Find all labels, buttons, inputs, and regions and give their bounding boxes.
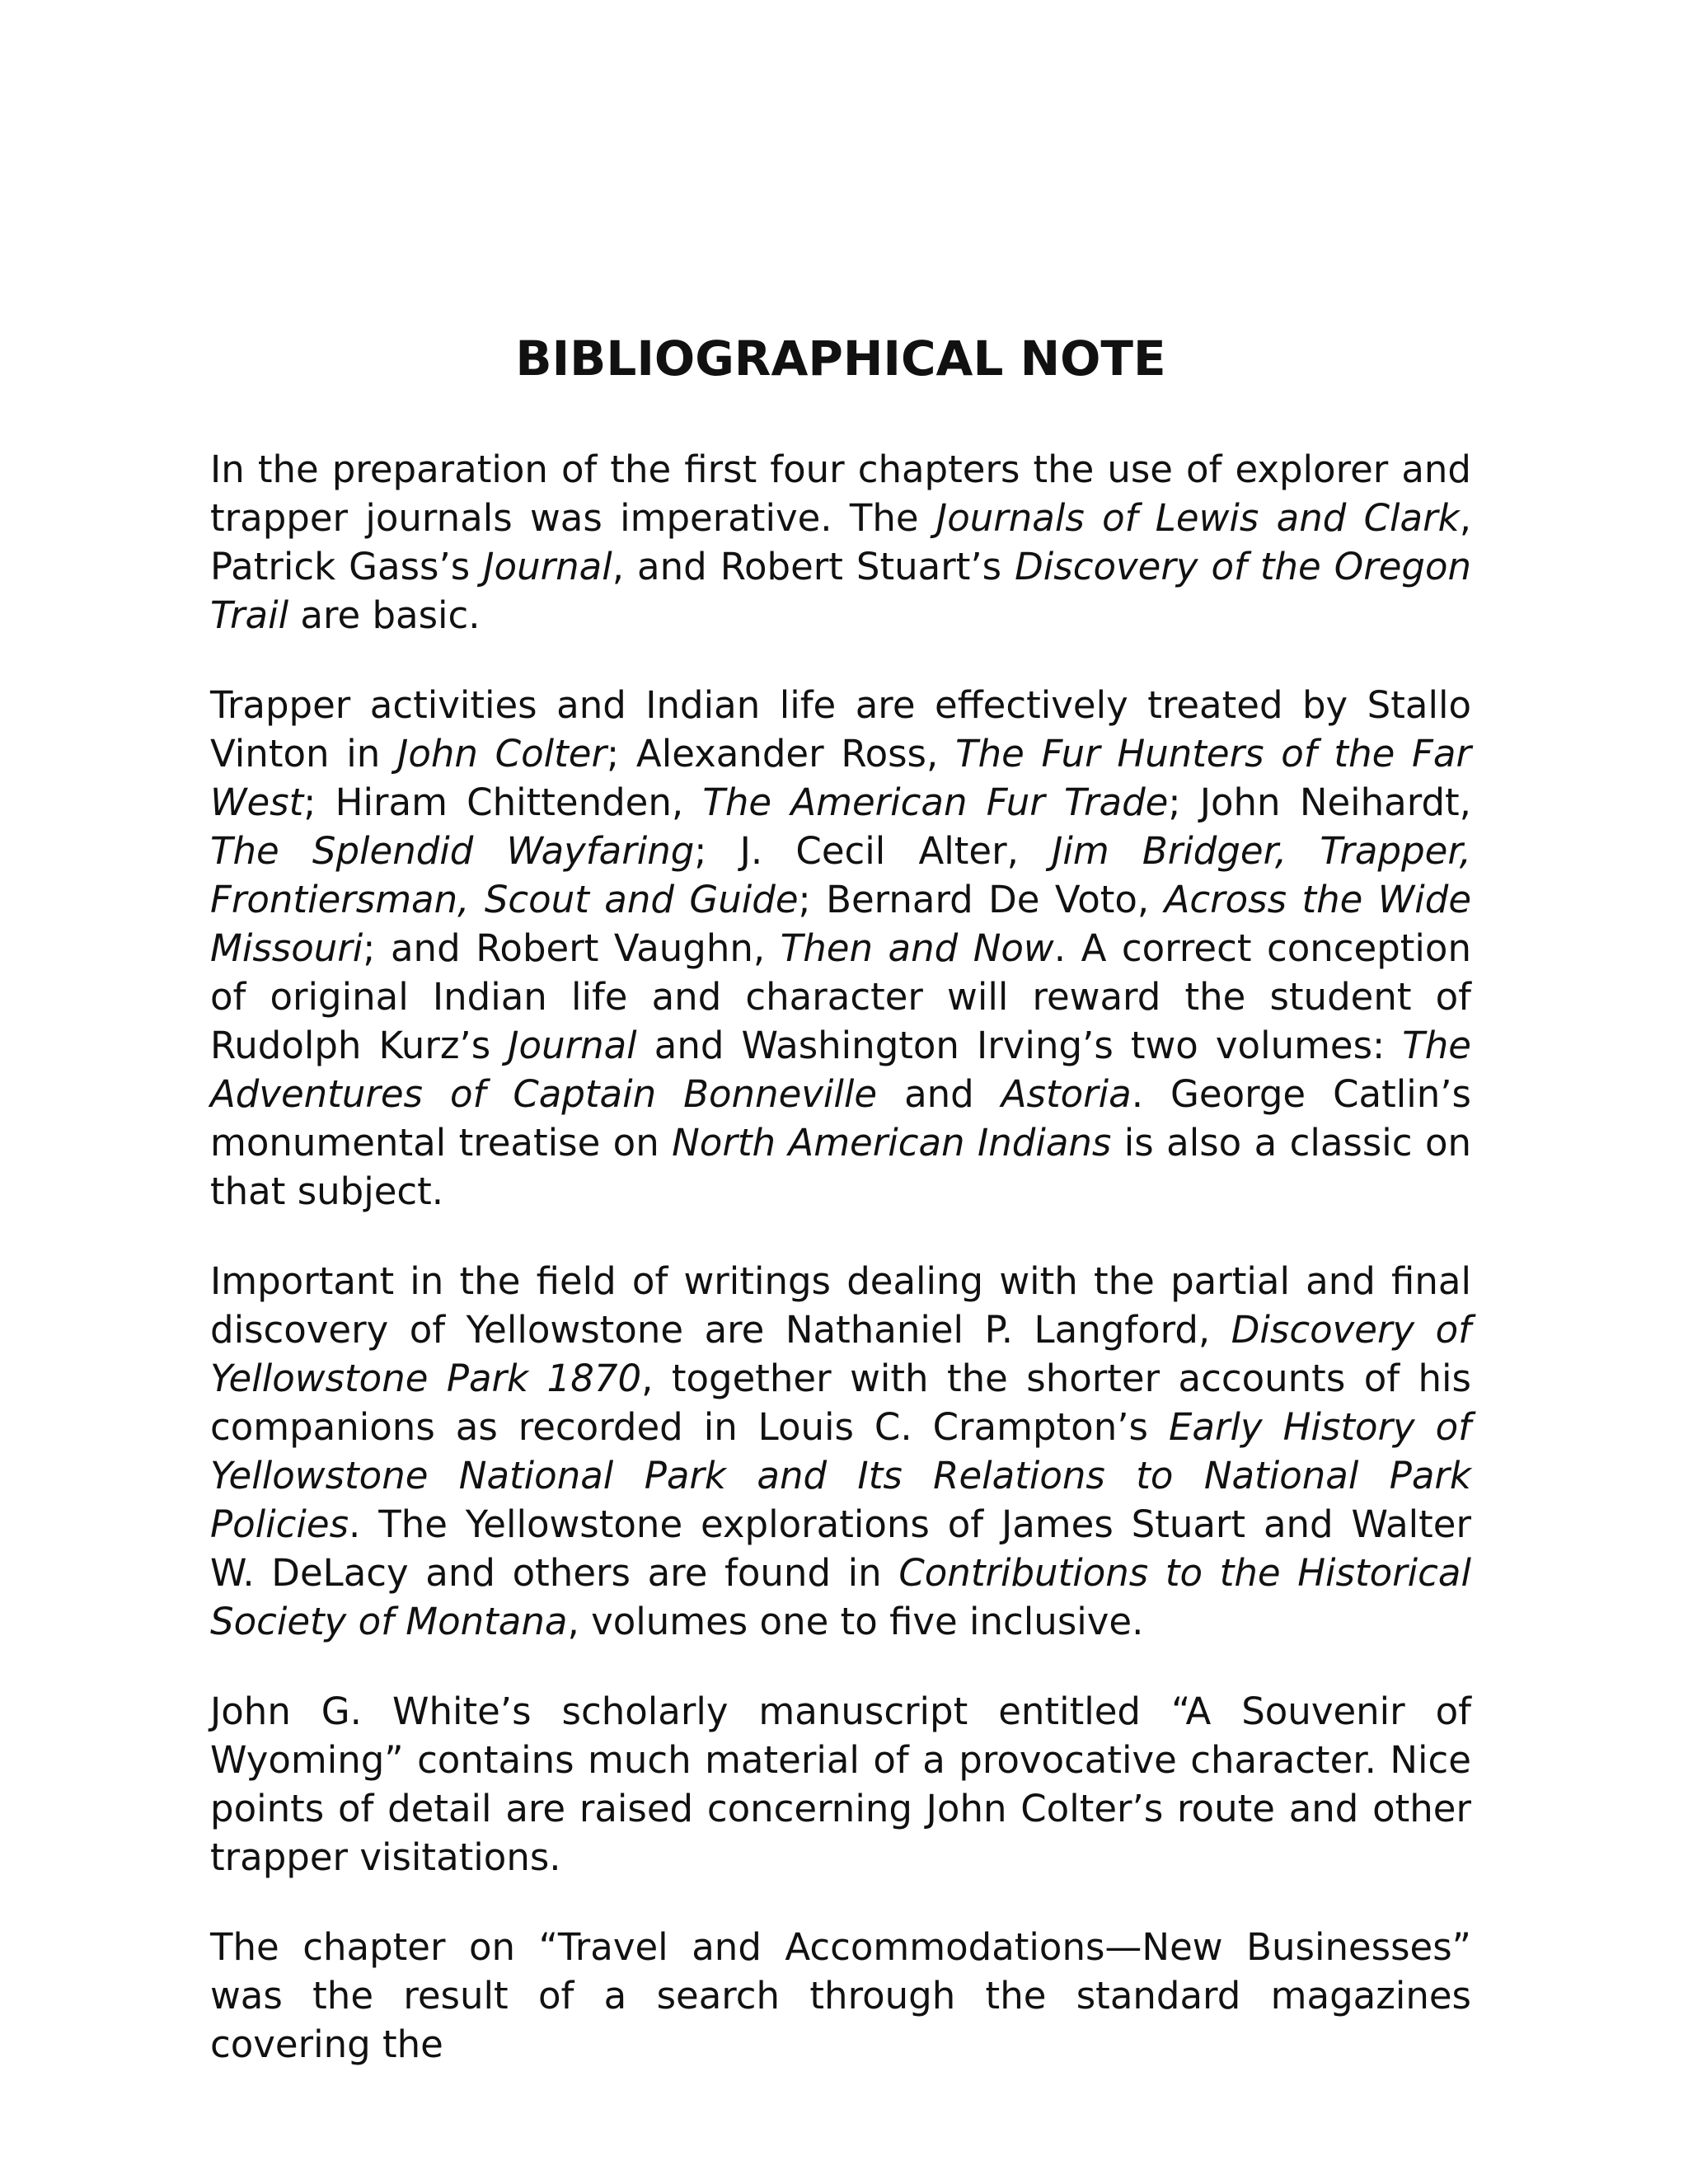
- paragraph-text: Important in the field of writings dealing with the partial and final discovery of Yellowstone are Nathaniel P. Langford,: [210, 1259, 1471, 1352]
- italic-title-text: North American Indians: [672, 1121, 1112, 1165]
- italic-title-text: Journal: [483, 545, 612, 588]
- paragraph-text: ; J. Cecil Alter,: [694, 829, 1053, 873]
- paragraph-text: . The Yellowstone explorations of James Stuart and Walter W. DeLacy and others are found in: [210, 1502, 1471, 1595]
- paragraph-text: ; Alexander Ross,: [606, 732, 956, 776]
- italic-title-text: Then and Now: [780, 926, 1054, 970]
- paragraph-text: Trapper activities and Indian life are effectively treated by Stallo Vinton in: [210, 683, 1471, 776]
- italic-title-text: The Adventures of Captain Bonneville: [210, 1024, 1471, 1116]
- page-title: BIBLIOGRAPHICAL NOTE: [515, 330, 1166, 387]
- italic-title-text: Journal: [508, 1024, 637, 1067]
- italic-title-text: Discovery of Yellowstone Park 1870: [210, 1308, 1471, 1400]
- italic-title-text: Across the Wide Missouri: [210, 878, 1472, 970]
- italic-title-text: Astoria: [1001, 1072, 1132, 1116]
- italic-title-text: John Colter: [397, 732, 607, 776]
- italic-title-text: Contributions to the Historical Society of Montana: [210, 1551, 1471, 1643]
- paragraph-text: is also a classic on that subject.: [210, 1121, 1471, 1213]
- paragraph-text: , volumes one to five inclusive.: [567, 1600, 1144, 1643]
- paragraph-text: John G. White’s scholarly manuscript entitled “A Souvenir of Wyoming” contains much material of a provocative character. Nice points of detail are raised concerning John Colter’s route and other trapper visitations.: [210, 1690, 1471, 1879]
- document-page: [210, 330, 1471, 2110]
- paragraph: [210, 1257, 1471, 1646]
- paragraph-text: and: [877, 1072, 1001, 1116]
- paragraph-text: In the preparation of the first four chapters the use of explorer and trapper journals was imperative. The: [210, 448, 1471, 540]
- paragraph-text: ; Hiram Chittenden,: [303, 780, 703, 824]
- paragraph: [210, 445, 1471, 640]
- italic-title-text: The Fur Hunters of the Far West: [210, 732, 1472, 824]
- paragraph: [210, 1687, 1471, 1882]
- italic-title-text: Journals of Lewis and Clark: [935, 496, 1460, 540]
- paragraph: [210, 1923, 1471, 2069]
- paragraph-text: are basic.: [288, 593, 481, 637]
- paragraph-text: ; and Robert Vaughn,: [363, 926, 781, 970]
- paragraph-text: , together with the shorter accounts of his companions as recorded in Louis C. Crampton’s: [210, 1357, 1471, 1449]
- paragraph: [210, 681, 1471, 1216]
- paragraph-text: . A correct conception of original Indian life and character will reward the student of Rudolph Kurz’s: [210, 926, 1471, 1067]
- italic-title-text: Discovery of the Oregon Trail: [210, 545, 1471, 637]
- paragraph-text: The chapter on “Travel and Accommodations—New Businesses” was the result of a search through the standard magazines covering the: [210, 1925, 1471, 2066]
- italic-title-text: Early History of Yellowstone National Park and Its Relations to National Park Policies: [210, 1405, 1472, 1546]
- body-text: [210, 445, 1471, 2069]
- paragraph-text: ; John Neihardt,: [1168, 780, 1471, 824]
- paragraph-text: . George Catlin’s monumental treatise on: [210, 1072, 1471, 1165]
- paragraph-text: and Washington Irving’s two volumes:: [636, 1024, 1403, 1067]
- paragraph-text: , and Robert Stuart’s: [612, 545, 1015, 588]
- italic-title-text: Jim Bridger, Trapper, Frontiersman, Scout and Guide: [210, 829, 1471, 921]
- italic-title-text: The Splendid Wayfaring: [210, 829, 695, 873]
- paragraph-text: ; Bernard De Voto,: [798, 878, 1165, 921]
- paragraph-text: , Patrick Gass’s: [210, 496, 1471, 588]
- italic-title-text: The American Fur Trade: [702, 780, 1169, 824]
